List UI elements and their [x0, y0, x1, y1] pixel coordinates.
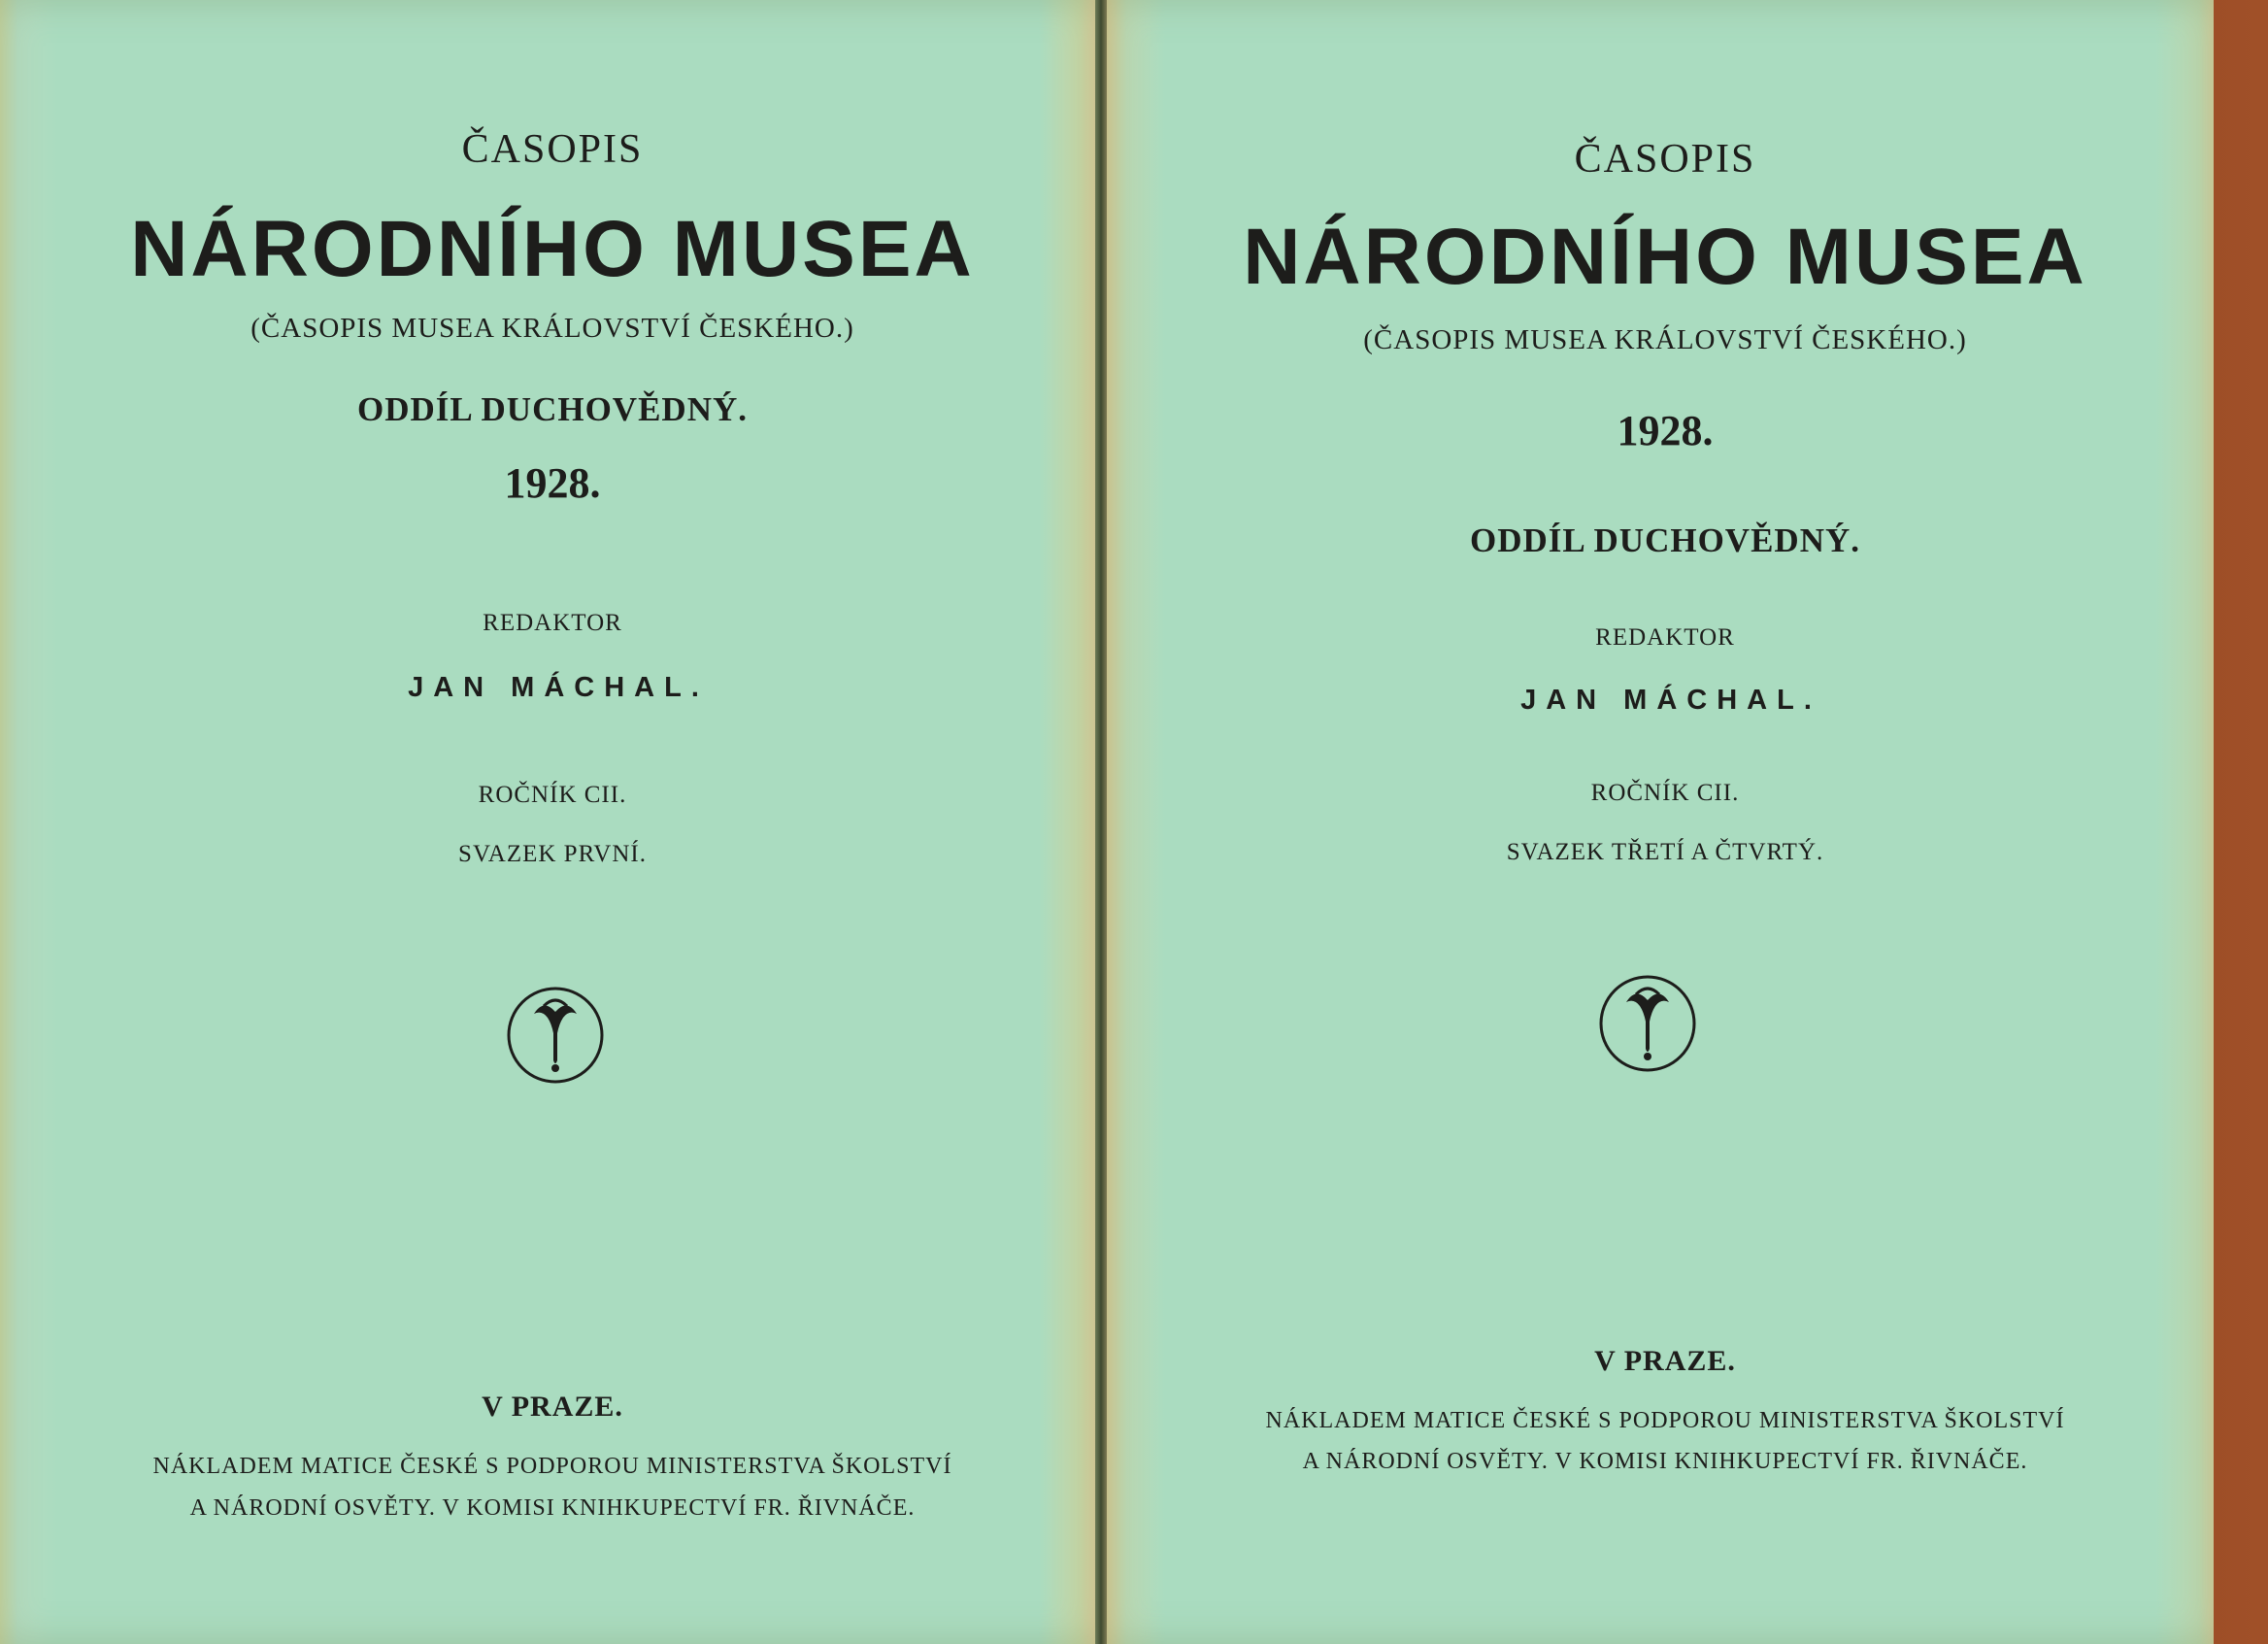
cover-volume: ROČNÍK CII.: [1590, 780, 1740, 806]
cover-imprint-line2: A NÁRODNÍ OSVĚTY. V KOMISI KNIHKUPECTVÍ FR. ŘIVNÁČE.: [1302, 1449, 2028, 1474]
cover-title: NÁRODNÍHO MUSEA: [130, 205, 975, 293]
publisher-emblem-icon: [1597, 973, 1698, 1074]
cover-editor-label: REDAKTOR: [483, 610, 622, 636]
cover-title: NÁRODNÍHO MUSEA: [1243, 213, 2087, 301]
cover-left: [0, 0, 1095, 1644]
cover-editor-label: REDAKTOR: [1595, 624, 1735, 651]
cover-year: 1928.: [504, 459, 601, 507]
cover-editor-name: JAN MÁCHAL.: [408, 672, 709, 703]
cover-issue: SVAZEK PRVNÍ.: [458, 841, 647, 867]
cover-right: [1107, 0, 2214, 1644]
cover-imprint-line2: A NÁRODNÍ OSVĚTY. V KOMISI KNIHKUPECTVÍ FR. ŘIVNÁČE.: [189, 1495, 916, 1521]
cover-editor-name: JAN MÁCHAL.: [1520, 685, 1821, 716]
binding-gap: [1095, 0, 1107, 1644]
cover-year: 1928.: [1617, 407, 1714, 454]
cover-subtitle: (ČASOPIS MUSEA KRÁLOVSTVÍ ČESKÉHO.): [1363, 324, 1967, 355]
cover-volume: ROČNÍK CII.: [478, 782, 627, 808]
cover-place: V PRAZE.: [1594, 1345, 1736, 1377]
cover-section: ODDÍL DUCHOVĚDNÝ.: [1469, 521, 1861, 559]
cover-imprint-line1: NÁKLADEM MATICE ČESKÉ S PODPOROU MINISTERSTVA ŠKOLSTVÍ: [1265, 1408, 2065, 1433]
cover-place: V PRAZE.: [482, 1391, 623, 1423]
cover-imprint-line1: NÁKLADEM MATICE ČESKÉ S PODPOROU MINISTERSTVA ŠKOLSTVÍ: [152, 1454, 952, 1479]
cover-issue: SVAZEK TŘETÍ A ČTVRTÝ.: [1506, 839, 1824, 865]
cover-subtitle: (ČASOPIS MUSEA KRÁLOVSTVÍ ČESKÉHO.): [250, 313, 854, 344]
cover-casopis: ČASOPIS: [461, 127, 644, 172]
publisher-emblem-icon: [505, 985, 606, 1086]
cover-section: ODDÍL DUCHOVĚDNÝ.: [356, 390, 749, 428]
cover-casopis: ČASOPIS: [1574, 137, 1756, 182]
